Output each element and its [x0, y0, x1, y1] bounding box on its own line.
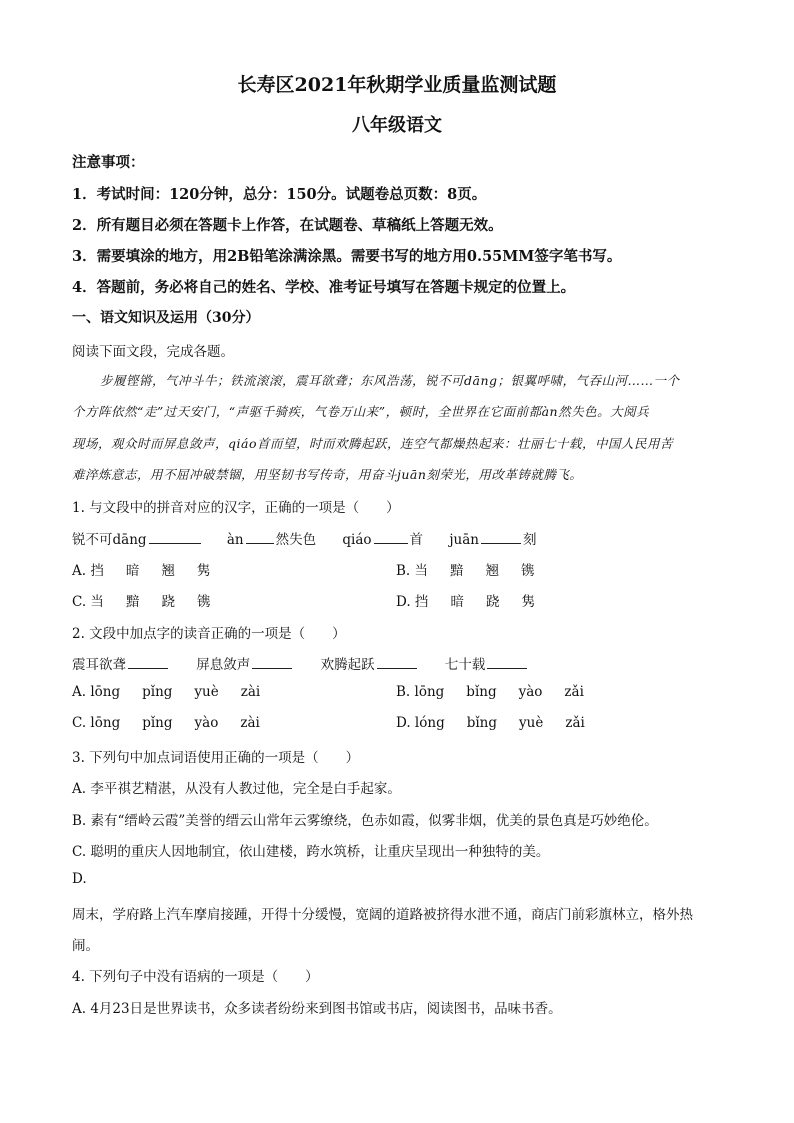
q3-option-b[interactable]: B. 素有“缙岭云霞”美誉的缙云山常年云雾缭绕，色赤如霞，似雾非烟，优美的景色真是巧妙绝伦。	[72, 813, 658, 829]
answer-blank[interactable]	[377, 655, 417, 669]
option-label: C. 当	[72, 594, 104, 610]
q3-option-d-label[interactable]: D.	[72, 871, 87, 887]
passage-line-2: 个方阵依然“走”过天安门，“声驱千骑疾，气卷万山来”，顿时，全世界在它面前都àn然失色。大阅兵	[72, 404, 650, 419]
exam-title: 长寿区2021年秋期学业质量监测试题	[237, 74, 557, 96]
passage-line-3: 现场，观众时而屏息敛声，qiáo首而望，时而欢腾起跃，连空气都燥热起来：壮丽七十载，中国人民用苦	[72, 436, 673, 451]
option-label: C. lōng	[72, 715, 121, 731]
option-label: B. 当	[396, 563, 429, 579]
option-reading: zài	[240, 684, 261, 700]
passage-line-1: 步履铿锵，气冲斗牛；铁流滚滚，震耳欲聋；东风浩荡，锐不可dāng；银翼呼啸，气吞山河……一个	[100, 373, 680, 388]
notice-item-4: 4．答题前，务必将自己的姓名、学校、准考证号填写在答题卡规定的位置上。	[72, 279, 576, 296]
option-reading: bǐng	[466, 715, 498, 731]
notice-heading: 注意事项：	[72, 154, 145, 171]
passage-line-4: 难淬炼意志，用不屈冲破禁锢，用坚韧书写传奇，用奋斗juān刻荣光，用改革铸就腾飞。	[72, 467, 583, 482]
q3-option-a[interactable]: A. 李平祺艺精湛，从没有人教过他，完全是白手起家。	[72, 781, 401, 797]
q3-option-d-line-1: 周末，学府路上汽车摩肩接踵，开得十分缓慢，宽阔的道路被挤得水泄不通，商店门前彩旗林立，格外热	[72, 907, 693, 923]
q2-option-d[interactable]	[396, 715, 607, 731]
option-label: D. 挡	[396, 594, 429, 610]
q1-option-b[interactable]	[396, 559, 557, 579]
notice-item-3: 3．需要填涂的地方，用2B铅笔涂满涂黑。需要书写的地方用0.55MM签字笔书写。	[72, 248, 622, 265]
answer-blank[interactable]	[374, 530, 408, 544]
q2-prompt-3: 欢腾起跃	[320, 657, 375, 673]
answer-blank[interactable]	[487, 655, 527, 669]
q1-option-d[interactable]	[396, 590, 557, 610]
q1-prompt-2a: àn	[226, 532, 244, 548]
q2-stem: 2. 文段中加点字的读音正确的一项是（ ）	[72, 626, 346, 642]
option-reading: zài	[240, 715, 260, 731]
q1-prompt-4b: 刻	[522, 532, 537, 548]
q3-option-c[interactable]: C. 聪明的重庆人因地制宜，依山建楼，跨水筑桥，让重庆呈现出一种独特的美。	[72, 844, 550, 860]
option-char: 翘	[485, 563, 500, 579]
q2-prompt-1: 震耳欲聋	[72, 657, 126, 673]
q4-stem: 4. 下列句子中没有语病的一项是（ ）	[72, 969, 319, 985]
option-char: 跷	[161, 594, 175, 610]
option-reading: pǐng	[142, 684, 173, 700]
option-char: 黯	[125, 594, 140, 610]
q1-prompt-1: 锐不可dāng	[72, 532, 147, 548]
answer-blank[interactable]	[481, 530, 521, 544]
q1-prompt-2b: 然失色	[275, 532, 317, 548]
option-label: B. lōng	[396, 684, 445, 700]
option-char: 镌	[521, 563, 535, 579]
option-char: 翘	[161, 563, 175, 579]
option-reading: yuè	[519, 715, 544, 731]
section-intro: 阅读下面文段，完成各题。	[72, 344, 234, 360]
q2-option-b[interactable]	[396, 684, 606, 700]
q1-option-c[interactable]	[72, 590, 232, 610]
q1-prompts	[72, 528, 536, 548]
answer-blank[interactable]	[252, 655, 292, 669]
option-char: 暗	[125, 563, 140, 579]
q1-prompt-3b: 首	[409, 532, 424, 548]
q2-prompt-4: 七十载	[444, 657, 486, 673]
option-char: 暗	[450, 594, 464, 610]
q2-option-a[interactable]	[72, 684, 282, 700]
option-char: 跷	[485, 594, 500, 610]
q1-prompt-4a: juān	[449, 532, 479, 548]
option-char: 隽	[196, 563, 211, 579]
option-reading: yào	[194, 715, 219, 731]
q3-option-d-line-2: 闹。	[72, 938, 99, 954]
notice-item-2: 2．所有题目必须在答题卡上作答，在试题卷、草稿纸上答题无效。	[72, 217, 503, 234]
option-label: A. lōng	[72, 684, 121, 700]
option-label: D. lóng	[396, 715, 445, 731]
option-char: 黯	[450, 563, 464, 579]
answer-blank[interactable]	[149, 530, 201, 544]
q2-prompts	[72, 653, 529, 673]
option-reading: bǐng	[466, 684, 497, 700]
q2-option-c[interactable]	[72, 715, 282, 731]
option-label: A. 挡	[72, 563, 104, 579]
option-char: 隽	[521, 594, 535, 610]
option-reading: pǐng	[142, 715, 173, 731]
q1-prompt-3a: qiáo	[342, 532, 372, 548]
option-reading: yào	[518, 684, 543, 700]
option-reading: yuè	[194, 684, 219, 700]
q1-stem: 1. 与文段中的拼音对应的汉字，正确的一项是（ ）	[72, 500, 400, 516]
option-char: 镌	[196, 594, 211, 610]
q3-stem: 3. 下列句中加点词语使用正确的一项是（ ）	[72, 750, 360, 766]
option-reading: zǎi	[564, 684, 584, 700]
q2-prompt-2: 屏息敛声	[196, 657, 251, 673]
option-reading: zǎi	[565, 715, 585, 731]
section-heading: 一、语文知识及运用（30分）	[72, 310, 260, 326]
q4-option-a[interactable]: A. 4月23日是世界读书，众多读者纷纷来到图书馆或书店，阅读图书，品味书香。	[72, 1001, 562, 1017]
exam-subtitle: 八年级语文	[352, 115, 442, 136]
notice-item-1: 1．考试时间：120分钟，总分：150分。试题卷总页数：8页。	[72, 186, 487, 203]
answer-blank[interactable]	[128, 655, 168, 669]
q1-option-a[interactable]	[72, 559, 232, 579]
answer-blank[interactable]	[246, 530, 274, 544]
